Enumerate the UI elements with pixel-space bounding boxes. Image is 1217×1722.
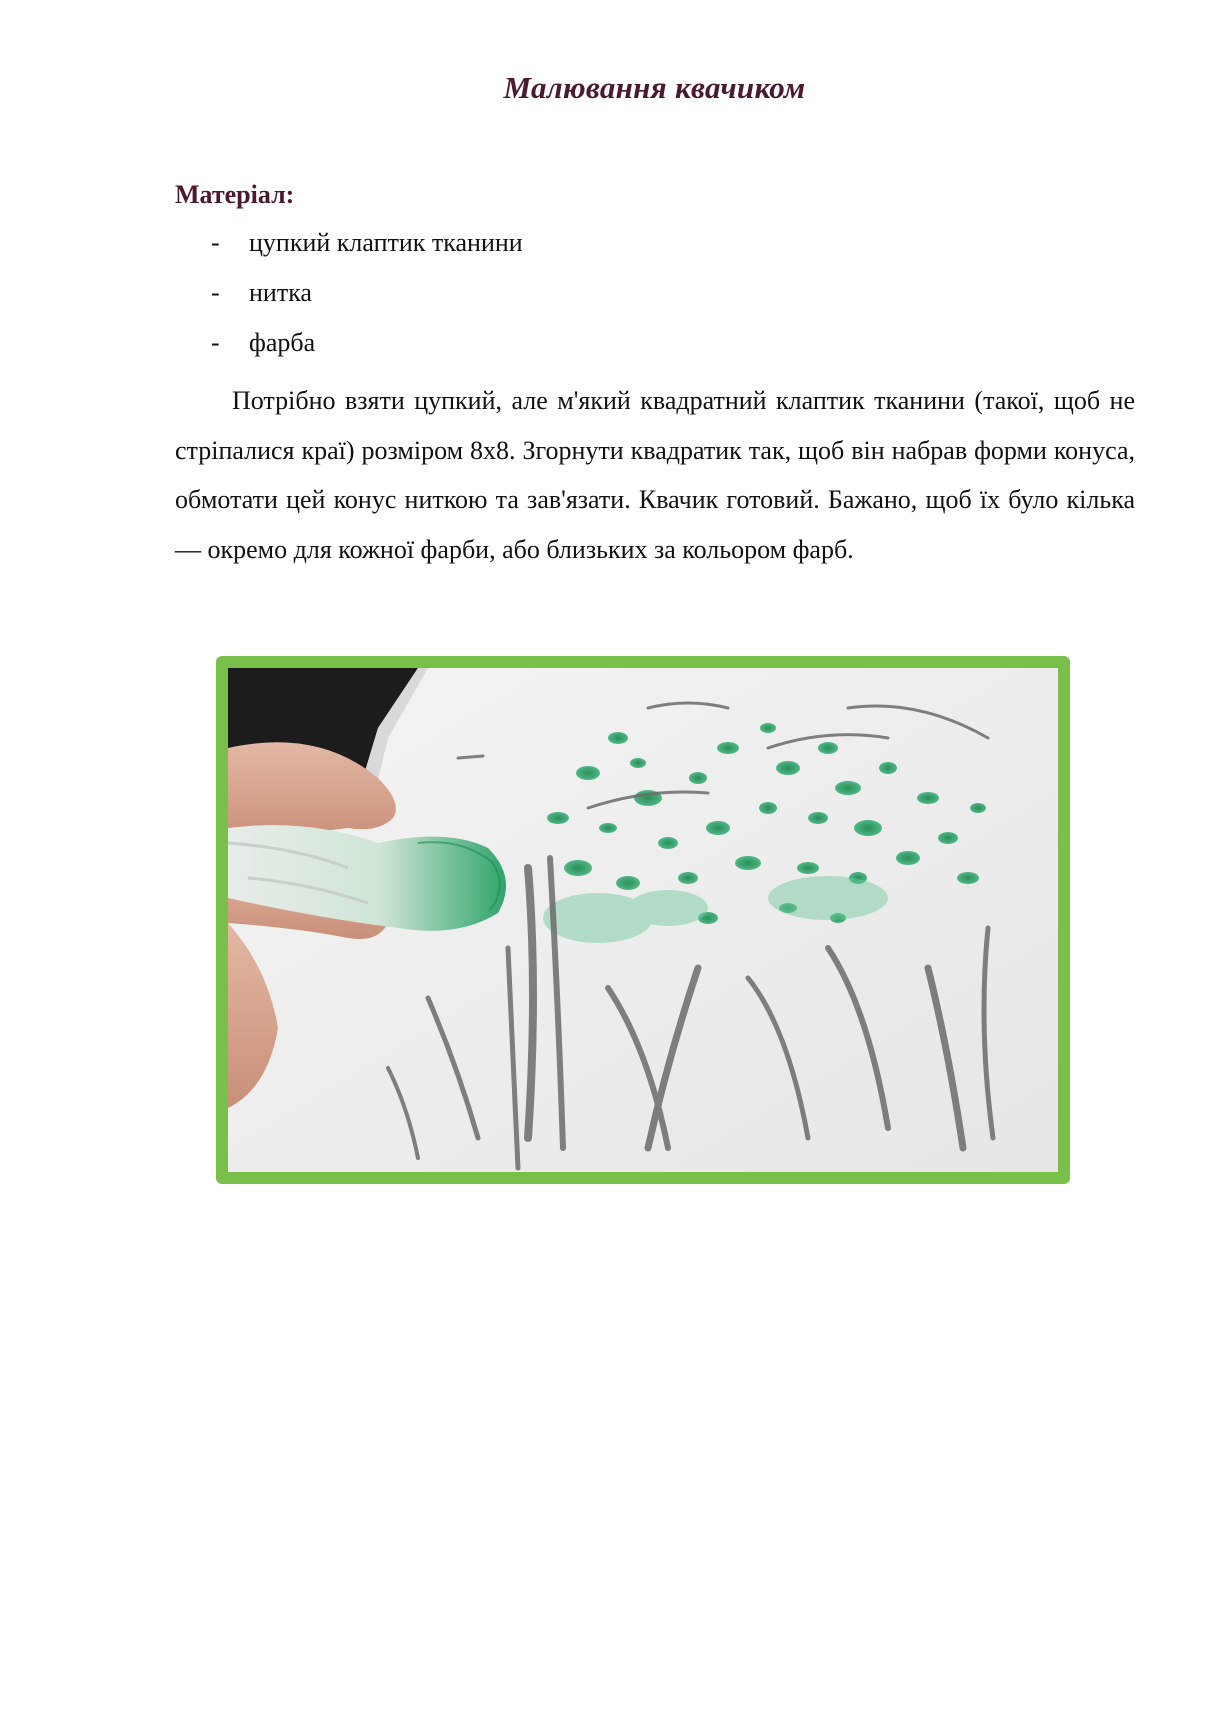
photo-illustration	[228, 668, 1058, 1172]
photo-frame	[216, 656, 1070, 1184]
list-bullet: -	[211, 228, 220, 257]
list-item-text: фарба	[249, 328, 316, 357]
photo-painting-with-swab	[228, 668, 1058, 1172]
materials-heading: Матеріал:	[175, 180, 295, 209]
instructions-paragraph: Потрібно взяти цупкий, але м'який квадратний клаптик тканини (такої, щоб не стріпалися краї) розміром 8х8. Згорнути квадратик так, щоб він набрав форми конуса, обмотати цей конус ниткою та зав'язати. Квачик готовий. Бажано, щоб їх було кілька — окремо для кожної фарби, або близьких за кольором фарб.	[175, 386, 1135, 564]
list-bullet: -	[211, 328, 220, 357]
list-item-text: нитка	[249, 278, 312, 307]
page-title: Малювання квачиком	[503, 70, 806, 105]
list-item-text: цупкий клаптик тканини	[249, 228, 523, 257]
list-bullet: -	[211, 278, 220, 307]
